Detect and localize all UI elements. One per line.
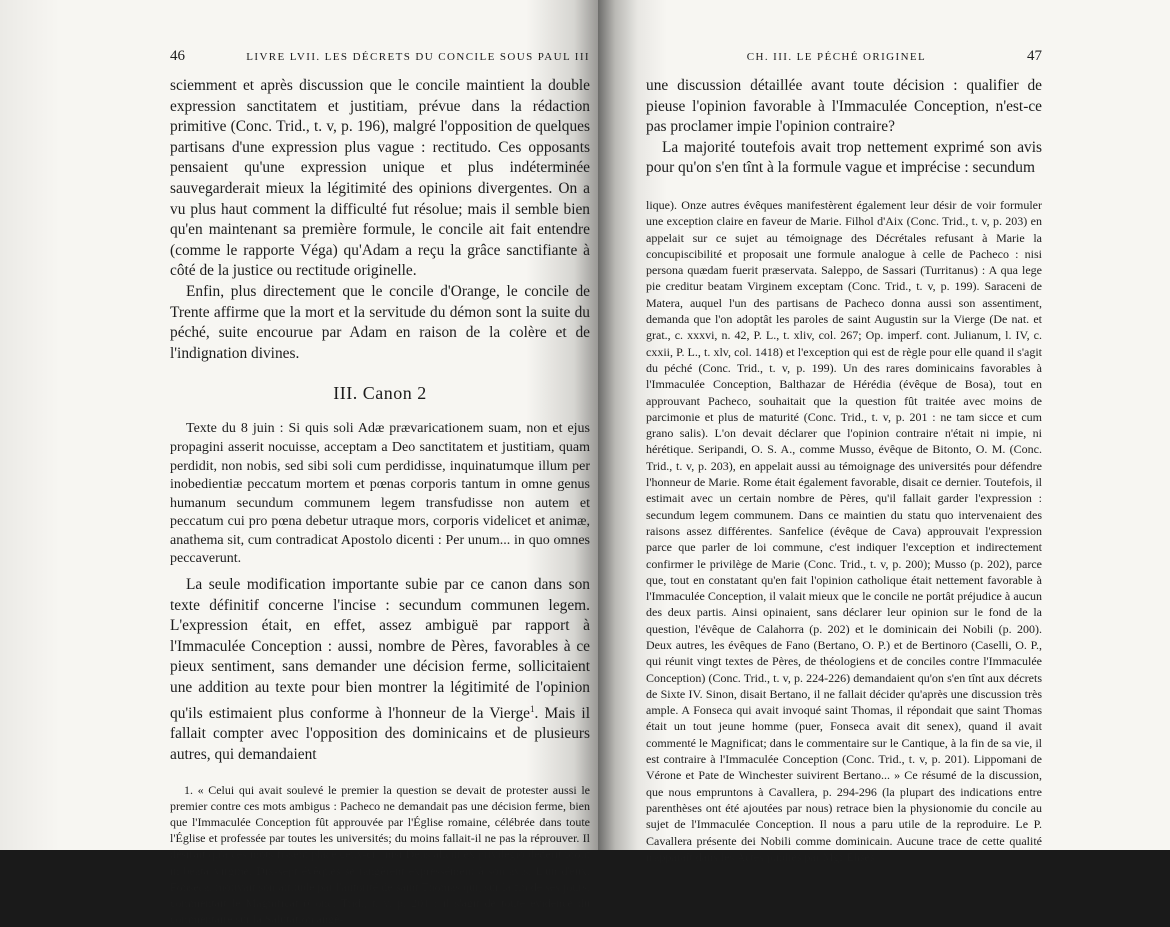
left-running-head xyxy=(170,48,590,65)
canon-text-block xyxy=(170,420,590,569)
right-paragraph-1: une discussion détaillée avant toute décision : qualifier de pieuse l'opinion favorable à l'Immaculée Conception, n'est-ce pas proclamer impie l'opinion contraire? xyxy=(646,77,1042,136)
footnote-1: 1. « Celui qui avait soulevé le premier la question se devait de protester aussi le premier contre ces mots ambigus : Pacheco ne demandait pas une décision ferme, bien que l'Immaculée Conception fût approuvée par l'Église romaine, célébrée dans toute l'Église et professée par toutes les universités; du moins fallait-il ne pas la réprouver. Il désirait qu'à ces mots fissent place ceux-ci : nisi Deus alicui ex privilegio dederit prout in beata Virgine. Dix-sept évêques se rangèrent expressément à son avis. L'un d'eux, Fonseca, motivait son attitude par l'autorité de saint Thomas qui, sur la fin de ses jours, commentait le Magnificat (Conc. Trid., t. v, p. 201 : il s'agit de toute évidence du commentaire sur la Salutation angé- xyxy=(170,782,590,927)
left-body-text xyxy=(170,76,590,364)
left-folio: 46 xyxy=(170,48,185,64)
after-canon-paragraph xyxy=(170,575,590,765)
right-body-text xyxy=(646,76,1042,179)
after-canon-text: La seule modification importante subie par ce canon dans son texte définitif concerne l'incise : secundum communen legem. L'expression était, en effet, assez ambiguë par rapport à l'Immaculée Conception : aussi, nombre de Pères, favorables à ce pieux sentiment, sans demander une décision ferme, sollicitaient une addition au texte pour bien montrer la légitimité de l'opinion qu'ils estimaient plus conforme à l'honneur de la Vierge xyxy=(170,576,590,722)
canon-latin-text: Texte du 8 juin : Si quis soli Adæ prævaricationem suam, non et ejus propagini asserit nocuisse, acceptam a Deo sanctitatem et justitiam, quam perdidit, non nobis, sed sibi soli cum perdidisse, inquinatumque illum per inobedientiæ peccatum mortem et pœnas corporis tantum in omne genus humanum secundum communem legem transfudisse non autem et peccatum cui pro pœna debetur utraque mors, corporis videlicet et animæ, anathema sit, cum contradicat Apostolo dicenti : Per unum... in quo omnes peccaverunt. xyxy=(170,421,590,567)
left-footnote xyxy=(170,782,590,927)
after-canon-text-end: . Mais il fallait compter avec l'opposition des dominicains et de plusieurs autres, qui demandaient xyxy=(170,704,590,763)
right-page xyxy=(598,0,1170,864)
right-footnote-continued xyxy=(646,197,1042,865)
left-paragraph-2: Enfin, plus directement que le concile d'Orange, le concile de Trente affirme que la mort et la servitude du démon sont la suite du péché, suite encourue par Adam en raison de la colère et de l'indignation divines. xyxy=(170,282,590,362)
right-paragraph-2: La majorité toutefois avait trop nettement exprimé son avis pour qu'on s'en tînt à la formule vague et imprécise : secundum xyxy=(646,138,1042,177)
right-running-title: CH. III. LE PÉCHÉ ORIGINEL xyxy=(746,51,927,63)
footnote-continuation: lique). Onze autres évêques manifestèrent également leur désir de voir formuler une exception claire en faveur de Marie. Filhol d'Aix (Conc. Trid., t. v, p. 203) en appelait sur ce sujet au témoignage des Décrétales refusant à Marie la concupiscibilité et proposait une formule analogue à celle de Pacheco : nisi persona quædam fuerit præservata. Saleppo, de Sassari (Turritanus) : A qua lege pie creditur beatam Virginem exceptam (Conc. Trid., t. v, p. 199). Saraceni de Matera, auquel l'un des partisans de Pacheco donna aussi son assentiment, demanda que l'on adoptât les paroles de saint Augustin sur la Vierge (De nat. et grat., c. xxxvi, n. 42, P. L., t. xliv, col. 267; Op. imperf. cont. Julianum, l. IV, c. cxxii, P. L., t. xlv, col. 1418) et l'exception qui est de règle pour elle quand il s'agit du péché (Conc. Trid., t. v, p. 199). Un des rares dominicains favorables à l'Immaculée Conception, Balthazar de Hérédia (évêque de Bosa), tout en approuvant Pacheco, souhaitait que la question fût traitée avec moins de parcimonie et plus de maturité (Conc. Trid., t. v, p. 201 : ne tam sicce et cum grano salis). L'on devait déclarer que l'opinion contraire n'était ni impie, ni hérétique. Seripandi, O. S. A., comme Musso, évêque de Bitonto, O. M. (Conc. Trid., t. v, p. 203), en appelait aussi au témoignage des universités pour défendre l'honneur de Marie. Rome était également favorable, disait ce dernier. Toutefois, il estimait avec un certain nombre de Pères, qu'il fallait garder l'expression : secundum legem communem. Dans ce maintien du statu quo intervenaient des raisons assez différentes. Sanfelice (évêque de Cava) approuvait l'expression parce que parler de loi commune, c'est indiquer l'exception et indirectement confirmer le privilège de Marie (Conc. Trid., t. v, p. 200); Musso (p. 202), parce que, tout en constatant qu'en fait l'opinion catholique était nettement favorable à l'Immaculée Conception, il valait mieux que le concile ne portât préjudice à aucun des deux partis. Ainsi opinaient, sans déclarer leur opinion sur le fond de la question, l'évêque de Calahorra (p. 202) et le dominicain dei Nobili (p. 200). Deux autres, les évêques de Fano (Bertano, O. P.) et de Bertinoro (Caselli, O. P., qui réunit vingt textes de Pères, de théologiens et de conciles contre l'Immaculée Conception) (Conc. Trid., t. v, p. 224-226) demandaient qu'on s'en tînt aux décrets de Sixte IV. Sinon, disait Bertano, il ne fallait décider qu'après une discussion très ample. A Fonseca qui avait invoqué saint Thomas, il répondait que saint Thomas était un tout jeune homme (puer, Fonseca avait dit senex), quand il avait commenté le Magnificat; dans le commentaire sur le Cantique, à la fin de sa vie, il est contraire à l'Immaculée Conception (Conc. Trid., t. v, p. 201). Lippomani de Vérone et Pate de Winchester suivirent Bertano... » Ce résumé de la discussion, que nous empruntons à Cavallera, p. 294-296 (la plupart des indications entre parenthèses ont été ajoutées par nous) retrace bien la physionomie du concile au sujet de l'Immaculée Conception. Il nous a paru utile de la reproduire. Le P. Cavallera présente dei Nobili comme dominicain. Aucune trace de cette qualité n'apparaît dans les Actes publiés par Mgr Ehses. xyxy=(646,197,1042,864)
left-running-title: LIVRE LVII. LES DÉCRETS DU CONCILE SOUS PAUL III xyxy=(246,51,590,63)
after-canon-body xyxy=(170,575,590,765)
right-running-head xyxy=(646,48,1042,65)
left-paragraph-1: sciemment et après discussion que le concile maintient la double expression sanctitatem et justitiam, prévue dans la rédaction primitive (Conc. Trid., t. v, p. 196), malgré l'opposition de quelques partisans d'une expression plus vague : rectitudo. Ces opposants pensaient qu'une expression unique et plus indéterminée sauvegarderait mieux la légitimité des opinions divergentes. On a vu plus haut comment la difficulté fut résolue; mais il semble bien qu'en maintenant sa première formule, le concile ait fait entendre (comme le rapporte Véga) qu'Adam a reçu la grâce sanctifiante à côté de la justice ou rectitude originelle. xyxy=(170,77,590,280)
right-folio: 47 xyxy=(1027,48,1042,64)
section-heading: III. Canon 2 xyxy=(333,383,427,404)
footnote-ref: 1 xyxy=(530,703,535,714)
